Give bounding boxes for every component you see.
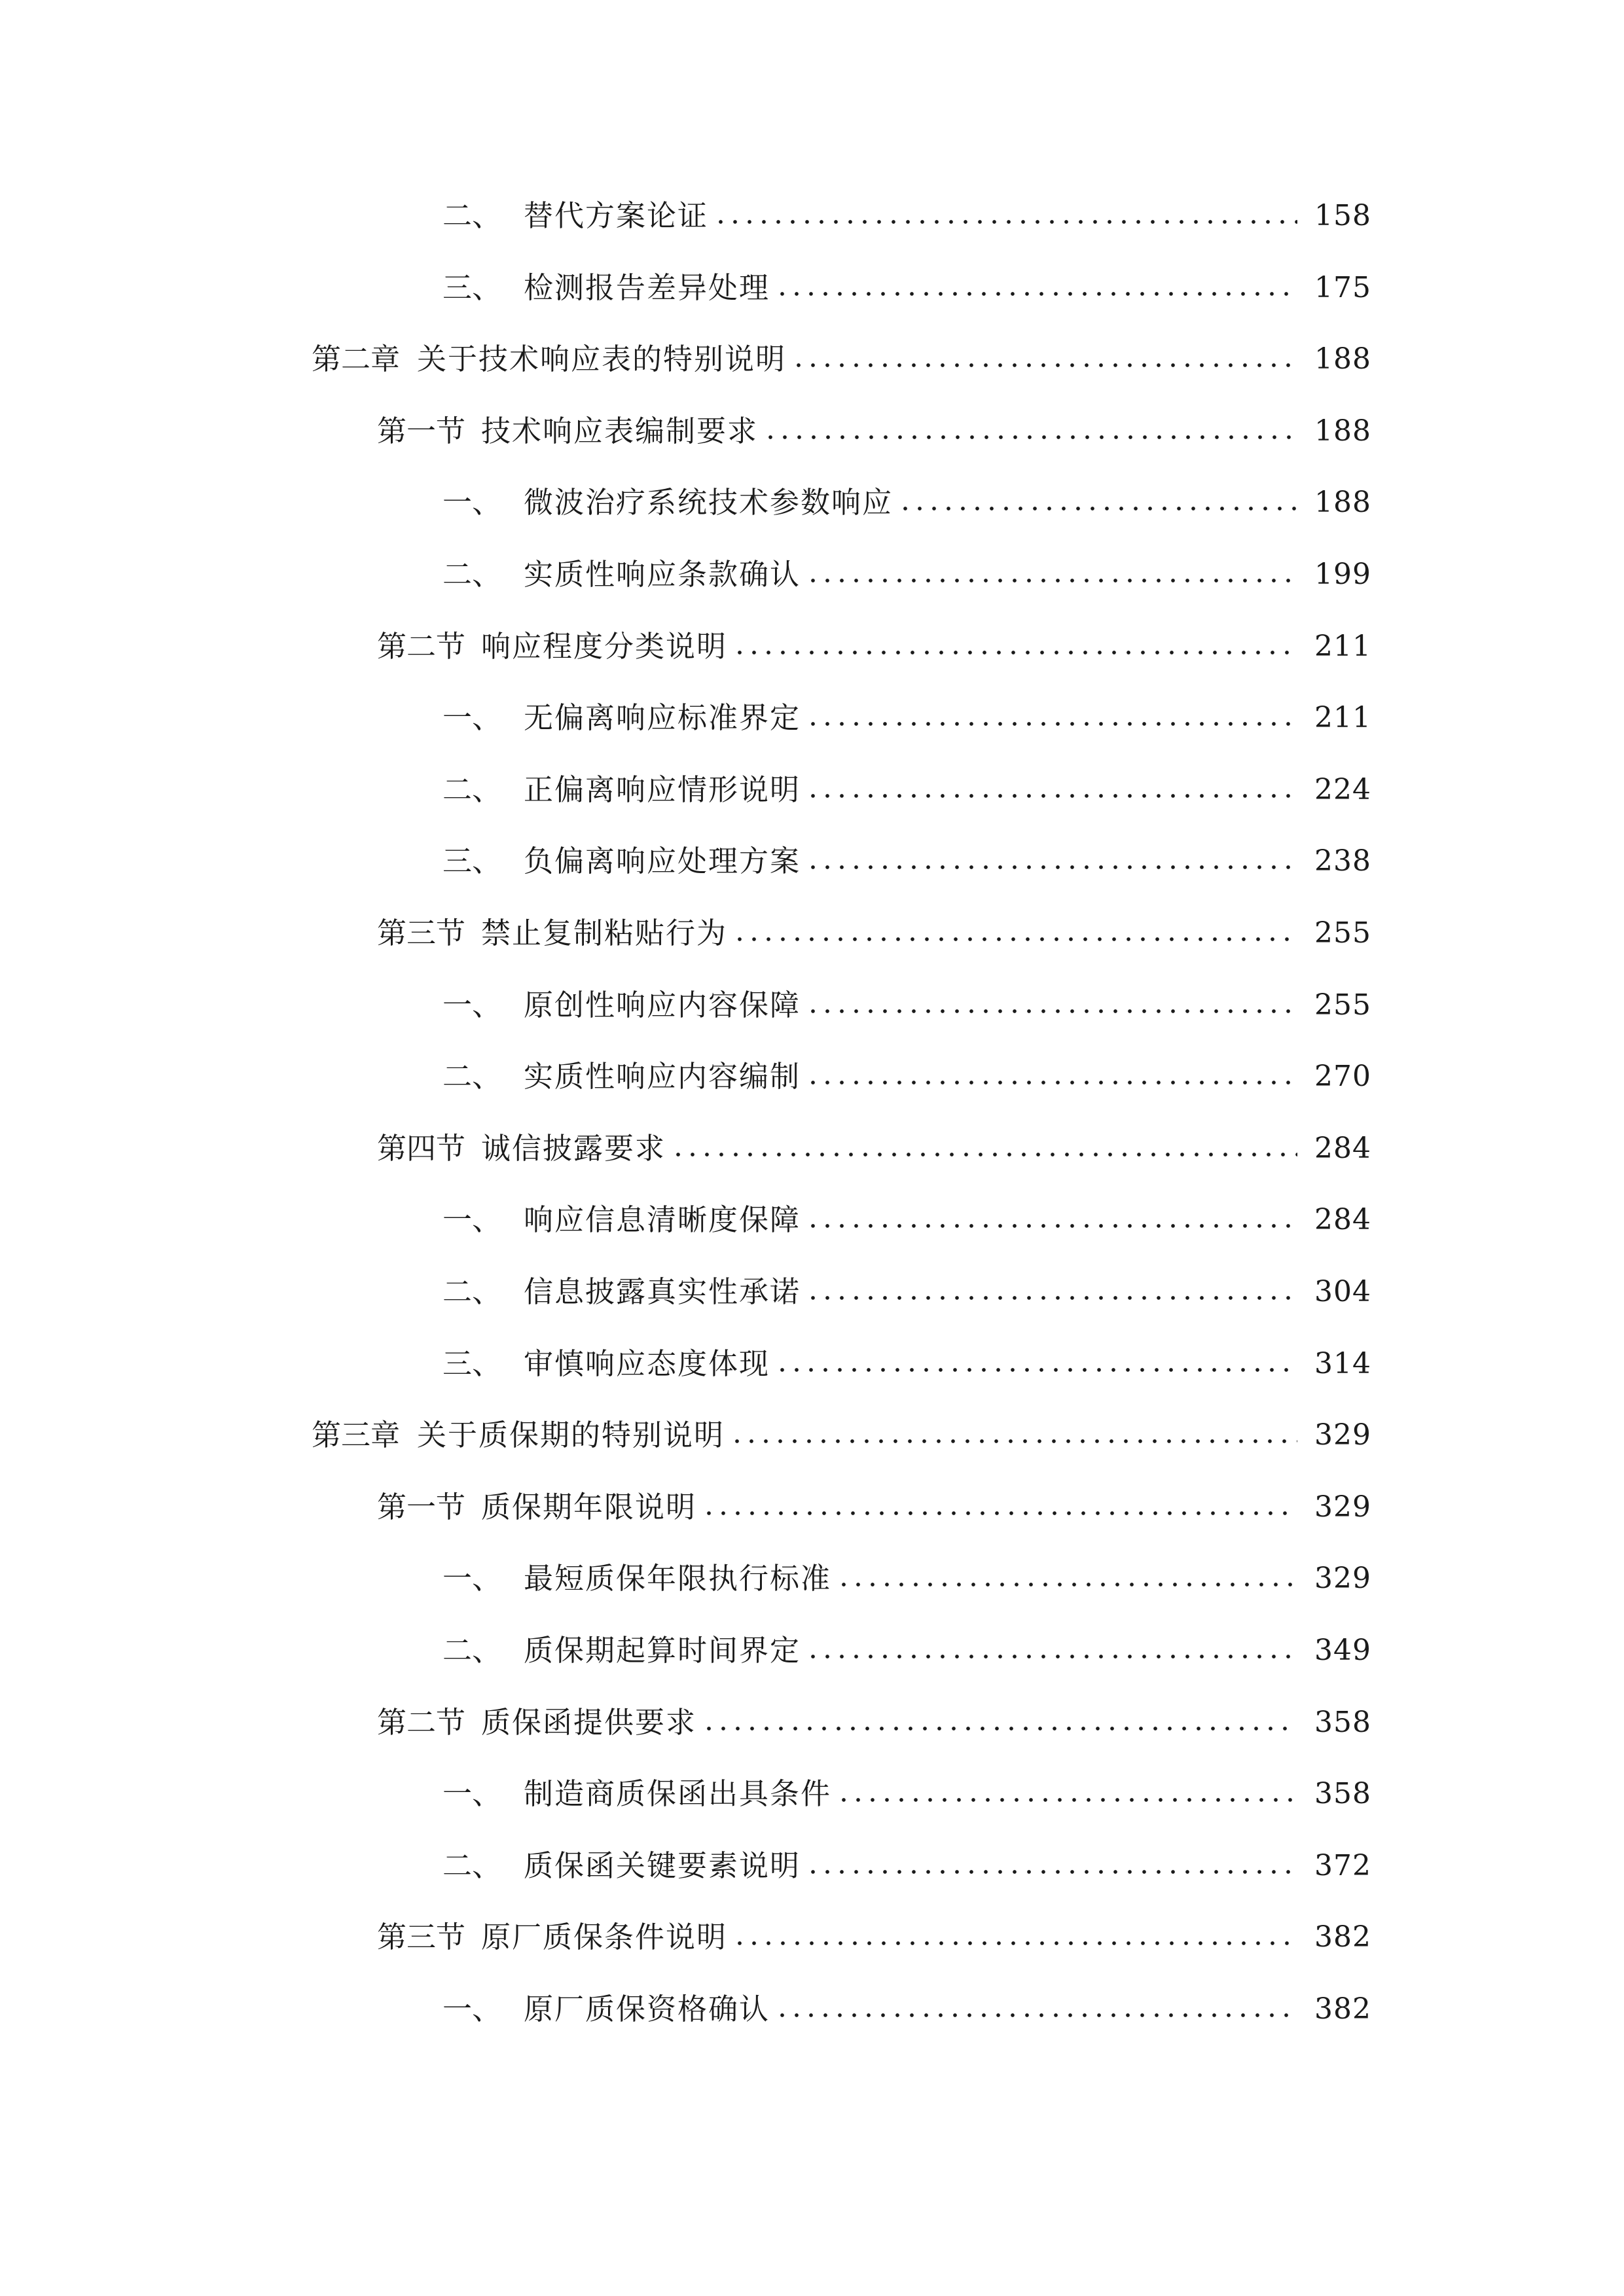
- toc-entry-title: 禁止复制粘贴行为: [481, 916, 728, 950]
- toc-entry-number: 第二节: [377, 1705, 466, 1740]
- toc-entry-number: 二、: [442, 1848, 502, 1883]
- toc-entry-number: 一、: [442, 700, 502, 735]
- toc-entry-title: 质保函关键要素说明: [524, 1848, 801, 1883]
- toc-entry-page-number: 329: [1314, 1490, 1371, 1524]
- toc-entry-page-number: 199: [1314, 558, 1371, 591]
- toc-entry-title: 制造商质保函出具条件: [524, 1776, 832, 1811]
- toc-entry[interactable]: [442, 982, 1371, 1028]
- toc-entry-page-number: 329: [1314, 1418, 1371, 1452]
- toc-entry-number: 第二节: [377, 629, 466, 664]
- toc-entry[interactable]: [442, 480, 1371, 526]
- toc-entry-page-number: 158: [1314, 199, 1371, 232]
- toc-entry[interactable]: [377, 910, 1371, 956]
- toc-entry[interactable]: [377, 1484, 1371, 1530]
- dot-leader: [806, 577, 1297, 584]
- toc-entry-page-number: 224: [1314, 773, 1371, 806]
- toc-entry-page-number: 255: [1314, 988, 1371, 1022]
- dot-leader: [732, 1940, 1297, 1946]
- toc-entry-title: 实质性响应条款确认: [524, 557, 801, 592]
- toc-entry-number: 二、: [442, 1059, 502, 1094]
- toc-entry-number: 三、: [442, 844, 502, 878]
- dot-leader: [806, 1223, 1297, 1229]
- toc-entry[interactable]: [377, 1700, 1371, 1746]
- toc-entry[interactable]: [442, 1771, 1371, 1817]
- dot-leader: [732, 936, 1297, 942]
- toc-entry-page-number: 188: [1314, 414, 1371, 448]
- dot-leader: [775, 291, 1297, 297]
- toc-entry[interactable]: [442, 1843, 1371, 1889]
- toc-entry[interactable]: [442, 838, 1371, 884]
- dot-leader: [806, 1653, 1297, 1660]
- toc-entry-title: 负偏离响应处理方案: [524, 844, 801, 878]
- toc-entry[interactable]: [442, 1628, 1371, 1674]
- toc-entry-page-number: 270: [1314, 1060, 1371, 1093]
- dot-leader: [806, 1869, 1297, 1875]
- dot-leader: [806, 1079, 1297, 1086]
- dot-leader: [763, 434, 1297, 440]
- dot-leader: [837, 1581, 1297, 1588]
- toc-entry-number: 三、: [442, 270, 502, 305]
- toc-entry-number: 一、: [442, 1561, 502, 1596]
- dot-leader: [837, 1797, 1297, 1803]
- toc-entry-number: 一、: [442, 988, 502, 1022]
- toc-entry[interactable]: [312, 1412, 1371, 1458]
- toc-entry[interactable]: [377, 624, 1371, 670]
- toc-entry-number: 二、: [442, 1633, 502, 1668]
- toc-entry[interactable]: [377, 1126, 1371, 1172]
- toc-entry-title: 实质性响应内容编制: [524, 1059, 801, 1094]
- toc-entry-page-number: 211: [1314, 630, 1371, 663]
- toc-entry[interactable]: [377, 408, 1371, 454]
- dot-leader: [806, 721, 1297, 727]
- toc-entry-page-number: 211: [1314, 701, 1371, 734]
- dot-leader: [713, 219, 1297, 225]
- toc-entry[interactable]: [442, 1556, 1371, 1602]
- dot-leader: [775, 2012, 1297, 2018]
- toc-entry-number: 二、: [442, 557, 502, 592]
- dot-leader: [898, 505, 1297, 512]
- toc-entry-number: 一、: [442, 485, 502, 520]
- dot-leader: [806, 1295, 1297, 1301]
- toc-entry-title: 技术响应表编制要求: [481, 414, 759, 448]
- dot-leader: [775, 1367, 1297, 1373]
- dot-leader: [732, 649, 1297, 656]
- toc-entry-page-number: 314: [1314, 1347, 1371, 1380]
- toc-entry-title: 无偏离响应标准界定: [524, 700, 801, 735]
- toc-entry-title: 响应信息清晰度保障: [524, 1202, 801, 1237]
- toc-entry-title: 响应程度分类说明: [481, 629, 728, 664]
- toc-entry-number: 二、: [442, 1274, 502, 1309]
- dot-leader: [791, 362, 1297, 368]
- toc-entry-number: 第三节: [377, 916, 466, 950]
- toc-entry-page-number: 188: [1314, 486, 1371, 519]
- toc-entry-page-number: 188: [1314, 342, 1371, 376]
- toc-entry-number: 二、: [442, 772, 502, 807]
- toc-entry-page-number: 284: [1314, 1132, 1371, 1165]
- toc-entry-page-number: 329: [1314, 1562, 1371, 1595]
- toc-entry-title: 检测报告差异处理: [524, 270, 770, 305]
- toc-entry-page-number: 255: [1314, 916, 1371, 950]
- toc-entry[interactable]: [442, 1054, 1371, 1100]
- toc-entry-title: 质保期年限说明: [481, 1490, 697, 1524]
- toc-entry-title: 质保期起算时间界定: [524, 1633, 801, 1668]
- toc-entry[interactable]: [442, 552, 1371, 598]
- toc-entry[interactable]: [442, 193, 1371, 239]
- toc-entry-title: 关于质保期的特别说明: [417, 1418, 725, 1452]
- toc-entry-number: 第一节: [377, 1490, 466, 1524]
- toc-entry-title: 质保函提供要求: [481, 1705, 697, 1740]
- toc-entry-title: 诚信披露要求: [481, 1131, 666, 1166]
- toc-entry-title: 正偏离响应情形说明: [524, 772, 801, 807]
- toc-entry-number: 第三章: [312, 1418, 401, 1452]
- toc-entry-page-number: 175: [1314, 271, 1371, 304]
- toc-entry[interactable]: [377, 1914, 1371, 1960]
- dot-leader: [671, 1151, 1297, 1158]
- toc-entry[interactable]: [442, 1341, 1371, 1387]
- toc-entry-number: 第二章: [312, 342, 401, 376]
- dot-leader: [702, 1725, 1297, 1732]
- toc-entry-page-number: 382: [1314, 1920, 1371, 1954]
- toc-entry-title: 信息披露真实性承诺: [524, 1274, 801, 1309]
- toc-entry-title: 最短质保年限执行标准: [524, 1561, 832, 1596]
- dot-leader: [806, 864, 1297, 870]
- toc-entry[interactable]: [442, 1197, 1371, 1243]
- dot-leader: [806, 1008, 1297, 1014]
- toc-entry[interactable]: [312, 336, 1371, 382]
- toc-entry-page-number: 349: [1314, 1634, 1371, 1667]
- toc-entry-number: 一、: [442, 1776, 502, 1811]
- toc-entry-page-number: 358: [1314, 1706, 1371, 1739]
- toc-entry-title: 原创性响应内容保障: [524, 988, 801, 1022]
- toc-entry[interactable]: [442, 1986, 1371, 2032]
- dot-leader: [730, 1438, 1297, 1444]
- toc-entry[interactable]: [442, 767, 1371, 813]
- toc-entry-number: 一、: [442, 1202, 502, 1237]
- toc-entry[interactable]: [442, 1269, 1371, 1315]
- toc-entry-number: 第三节: [377, 1920, 466, 1954]
- dot-leader: [806, 793, 1297, 799]
- toc-entry-page-number: 304: [1314, 1275, 1371, 1308]
- toc-entry-number: 第四节: [377, 1131, 466, 1166]
- toc-entry-title: 审慎响应态度体现: [524, 1346, 770, 1381]
- toc-entry-number: 三、: [442, 1346, 502, 1381]
- toc-entry-page-number: 372: [1314, 1849, 1371, 1882]
- toc-entry-title: 原厂质保条件说明: [481, 1920, 728, 1954]
- toc-entry-title: 关于技术响应表的特别说明: [417, 342, 787, 376]
- toc-entry-page-number: 358: [1314, 1777, 1371, 1810]
- toc-entry-page-number: 284: [1314, 1203, 1371, 1236]
- toc-entry-title: 替代方案论证: [524, 198, 709, 233]
- toc-entry-page-number: 238: [1314, 844, 1371, 878]
- toc-entry[interactable]: [442, 265, 1371, 311]
- dot-leader: [702, 1510, 1297, 1516]
- toc-entry-number: 一、: [442, 1992, 502, 2026]
- toc-entry-title: 微波治疗系统技术参数响应: [524, 485, 893, 520]
- toc-entry-number: 二、: [442, 198, 502, 233]
- toc-entry[interactable]: [442, 695, 1371, 741]
- toc-entry-number: 第一节: [377, 414, 466, 448]
- toc-entry-title: 原厂质保资格确认: [524, 1992, 770, 2026]
- toc-entry-page-number: 382: [1314, 1992, 1371, 2026]
